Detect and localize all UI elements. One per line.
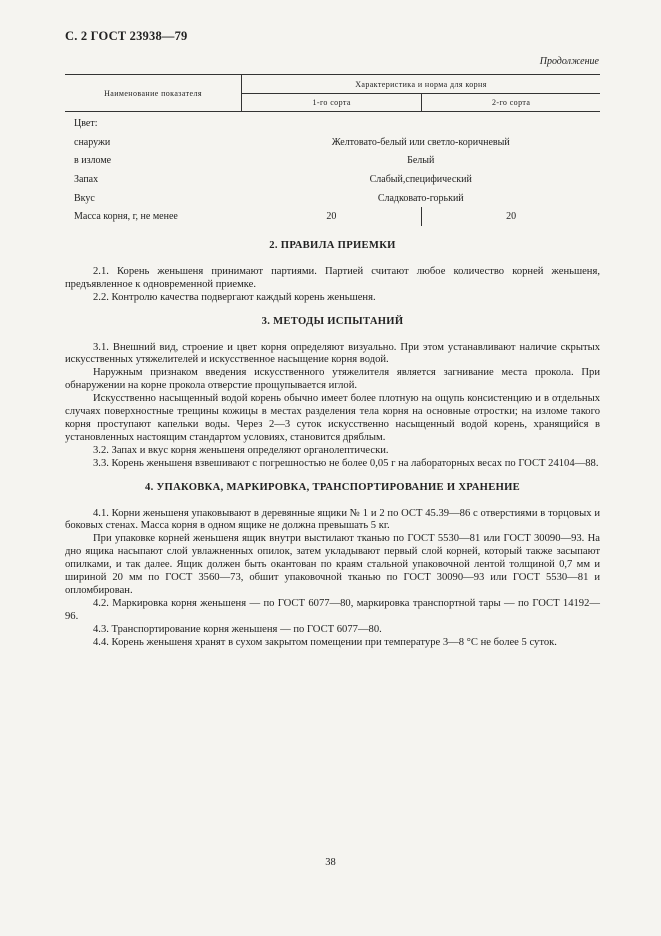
table-row (65, 133, 600, 152)
table-row (65, 207, 600, 226)
characteristics-table (65, 74, 600, 226)
section-4-title: 4. УПАКОВКА, МАРКИРОВКА, ТРАНСПОРТИРОВАНИЕ И ХРАНЕНИЕ (144, 481, 521, 493)
section-3-title: 3. МЕТОДЫ ИСПЫТАНИЙ (261, 315, 404, 327)
header-grade-1: 1-го сорта (242, 94, 422, 112)
header-indicator-name: Наименование показателя (65, 75, 242, 112)
paragraph: 2.2. Контролю качества подвергают каждый корень женьшеня. (93, 291, 376, 303)
row-value: Желтовато-белый или светло-коричневый (331, 136, 510, 148)
section-2-title: 2. ПРАВИЛА ПРИЕМКИ (269, 240, 396, 251)
table-row (65, 170, 600, 189)
row-value: Сладковато-горький (377, 192, 464, 204)
row-value: Белый (407, 155, 435, 167)
document-body (65, 240, 600, 649)
page-number: 38 (325, 857, 336, 868)
paragraph: Наружным признаком введения искусственного утяжелителя является загнивание места прокола. При обнаружении на корне прокола отверстие прощупывается иглой. (65, 367, 600, 392)
paragraph: 3.3. Корень женьшеня взвешивают с погрешностью не более 0,05 г на лабораторных весах по ГОСТ 24104—88. (93, 457, 599, 469)
continuation-label: Продолжение (539, 56, 599, 67)
row-value: Слабый,специфический (369, 173, 472, 185)
row-value-grade-1: 20 (242, 207, 422, 226)
paragraph: 2.1. Корень женьшеня принимают партиями. Партией считают любое количество корней женьшеня, предъявленное к одновременной приемке. (65, 265, 600, 290)
paragraph: Искусственно насыщенный водой корень обычно имеет более плотную на ощупь консистенцию и в отдельных случаях поверхностные трещины кожицы в местах разделения тела корня на основные отростки; на изломе такого корня проступают капельки воды. Через 2—3 суток искусственно насыщенный водой корень, хранящийся в установленных настоящим стандартом условиях, становится дряблым. (65, 393, 600, 443)
row-label: в изломе (74, 155, 112, 167)
row-label: Запах (74, 173, 99, 185)
paragraph: 4.4. Корень женьшеня хранят в сухом закрытом помещении при температуре 3—8 °С не более 5 суток. (93, 636, 557, 648)
header-characteristic: Характеристика и норма для корня (242, 75, 601, 94)
row-label: Цвет: (74, 117, 98, 129)
page-header: С. 2 ГОСТ 23938—79 (65, 29, 188, 43)
row-label: снаружи (74, 136, 111, 148)
paragraph: 4.2. Маркировка корня женьшеня — по ГОСТ 6077—80, маркировка транспортной тары — по ГОСТ 14192—96. (65, 597, 600, 622)
header-grade-2: 2-го сорта (422, 94, 600, 112)
row-label: Вкус (74, 192, 95, 204)
paragraph: 4.1. Корни женьшеня упаковывают в деревянные ящики № 1 и 2 по ОСТ 45.39—86 с отверстиями в торцовых и боковых стенах. Масса корня в одном ящике не должна превышать 5 кг. (65, 507, 600, 532)
row-label: Масса корня, г, не менее (74, 211, 178, 223)
table-row (65, 151, 600, 170)
paragraph: При упаковке корней женьшеня ящик внутри выстилают тканью по ГОСТ 5530—81 или ГОСТ 30090—93. На дно ящика насыпают слой увлажненных опилок, затем укладывают первый слой корней, который также засыпают опилками, и так далее. Ящик должен быть окантован по краям стальной упаковочной лентой толщиной 0,7 мм и шириной 20 мм по ГОСТ 3560—73, обшит упаковочной тканью по ГОСТ 30090—93 или ГОСТ 5530—81 и опломбирован. (65, 533, 600, 596)
paragraph: 3.1. Внешний вид, строение и цвет корня определяют визуально. При этом устанавливают наличие скрытых искусственных утяжелителей и искусственное насыщение корня водой. (65, 341, 600, 366)
table-row (65, 189, 600, 208)
paragraph: 4.3. Транспортирование корня женьшеня — по ГОСТ 6077—80. (93, 623, 382, 635)
paragraph: 3.2. Запах и вкус корня женьшеня определяют органолептически. (93, 444, 389, 456)
table-row (65, 112, 600, 133)
row-value-grade-2: 20 (506, 211, 517, 223)
